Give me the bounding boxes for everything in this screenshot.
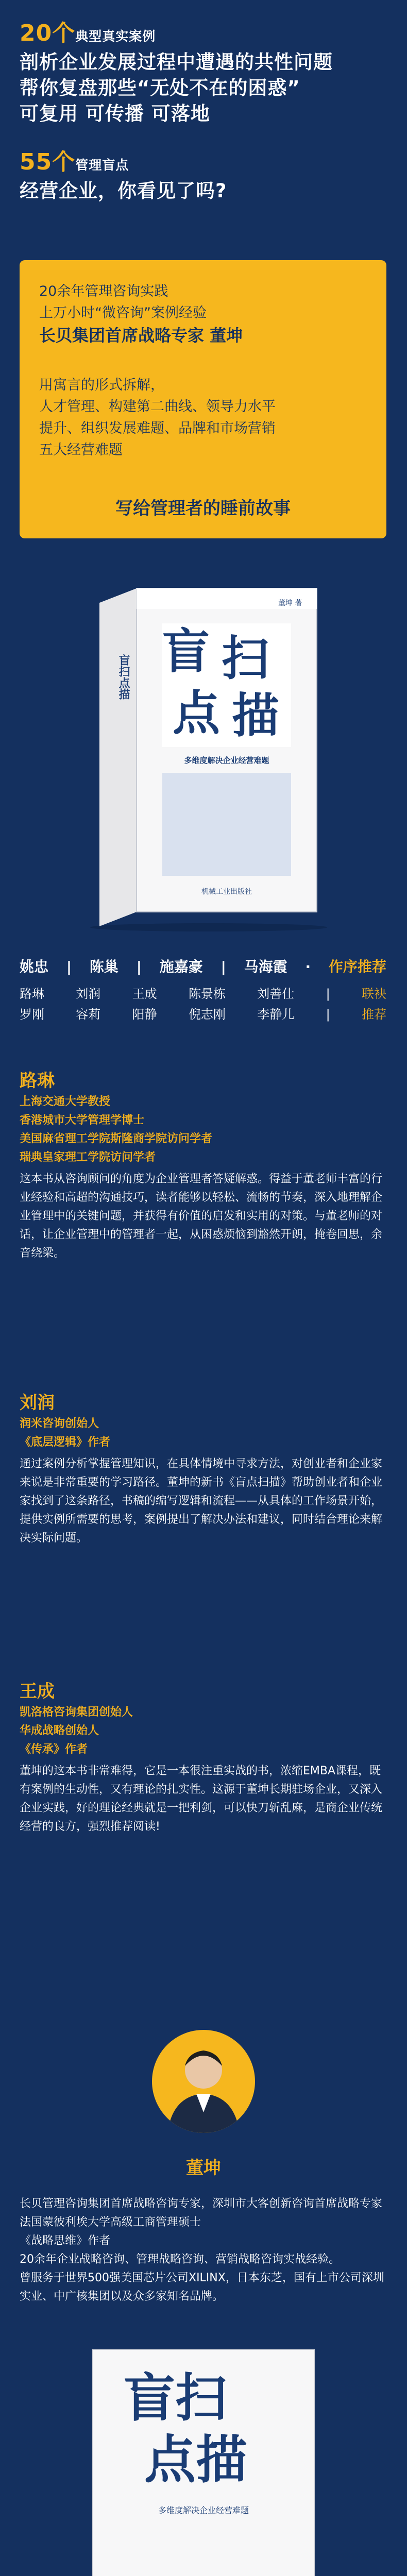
reco-name: 容莉 <box>76 1007 101 1022</box>
reviewer-title: 《底层逻辑》作者 <box>20 1436 111 1449</box>
book-author: 董坤 著 <box>278 599 302 607</box>
book-title-char-4: 描 <box>232 688 280 743</box>
hero-line-2: 剖析企业发展过程中遭遇的共性问题 <box>20 51 333 73</box>
hero-section <box>20 21 391 204</box>
reviewer-quote: 董坤的这本书非常难得，它是一本很注重实战的书，浓缩EMBA课程，既有案例的生动性，又有理论的扎实性。这源于董坤长期驻场企业，又深入企业实践，好的理论经典就是一把利剑，可以快刀斩乱麻，是商企业传统经营的良方，强烈推荐阅读! <box>20 1765 383 1833</box>
reco-row-1 <box>20 956 386 978</box>
reco-row-2 <box>20 984 386 1004</box>
reviewer-title: 瑞典皇家理工学院访问学者 <box>20 1151 156 1164</box>
reco-sep: | <box>66 958 72 975</box>
reco-name: 陈景栋 <box>188 987 226 1001</box>
hero-count-cases: 20个 <box>20 20 76 46</box>
reco-sep: | <box>326 987 330 1001</box>
avatar <box>152 2030 255 2133</box>
book-title-char-3: 点 <box>173 686 221 741</box>
reco-sep: | <box>136 958 142 975</box>
reco-name: 李静儿 <box>257 1007 295 1022</box>
reco-name: 陈巢 <box>89 958 118 975</box>
book-cover-3d <box>75 577 332 933</box>
reco-name: 姚忠 <box>20 958 49 975</box>
hero-line-3: 帮你复盘那些“无处不在的困惑” <box>20 77 300 99</box>
book-recommenders-panel <box>162 773 291 876</box>
card-line-2: 上万小时“微咨询”案例经验 <box>39 305 207 321</box>
author-bio-line: 长贝管理咨询集团首席战略咨询专家，深圳市大客创新咨询首席战略专家 <box>20 2197 383 2210</box>
book-publisher: 机械工业出版社 <box>201 888 252 896</box>
card-line-6: 提升、组织发展难题、品牌和市场营销 <box>39 420 276 436</box>
book-cover-flat <box>82 2349 325 2576</box>
reviewer-title: 华成战略创始人 <box>20 1724 99 1737</box>
card-line-7: 五大经营难题 <box>39 442 123 458</box>
author-bio-line: 曾服务于世界500强美国芯片公司XILINX，日本东芝，国有上市公司深圳实业、中广核集团以及众多家知名品牌。 <box>20 2272 384 2303</box>
reviewer-name: 刘润 <box>20 1393 55 1413</box>
reviewer-title: 润米咨询创始人 <box>20 1417 99 1430</box>
reviewer-1 <box>20 1069 386 1263</box>
reviewer-name: 路琳 <box>20 1071 55 1091</box>
reco-tag: 作序推荐 <box>328 958 386 975</box>
reco-tag: 联袂 <box>361 987 386 1001</box>
reco-name: 马海霞 <box>244 958 287 975</box>
book-spine-title: 盲扫点描 <box>117 654 130 700</box>
hero-count-blindspots: 55个 <box>20 149 76 175</box>
hero-line-6: 经营企业，你看见了吗? <box>20 180 227 202</box>
reviewer-name: 王成 <box>20 1681 55 1702</box>
reco-row-3 <box>20 1004 386 1025</box>
reviewer-quote: 这本书从咨询顾问的角度为企业管理者答疑解惑。得益于董老师丰富的行业经验和高超的沟通技巧，读者能够以轻松、流畅的节奏，深入地理解企业管理中的关键问题，并获得有价值的启发和实用的对策。与董老师的对话，让企业管理中的管理者一起，从困惑烦恼到豁然开朗，掩卷回思，余音绕梁。 <box>20 1173 383 1260</box>
book-title-char-2: 扫 <box>222 631 269 686</box>
book-subtitle: 多维度解决企业经营难题 <box>184 756 269 765</box>
author-bio <box>20 2195 386 2306</box>
card-line-3: 长贝集团首席战略专家 董坤 <box>39 326 243 345</box>
hero-cases-label: 典型真实案例 <box>75 29 156 44</box>
reco-name: 路琳 <box>20 987 44 1001</box>
reviewer-title: 上海交通大学教授 <box>20 1095 111 1108</box>
author-name: 董坤 <box>186 2158 221 2178</box>
hero-line-5 <box>20 149 391 178</box>
reco-tag: 推荐 <box>361 1007 386 1022</box>
author-bio-line: 20余年企业战略咨询、管理战略咨询、营销战略咨询实战经验。 <box>20 2253 340 2266</box>
reco-name: 施嘉豪 <box>159 958 203 975</box>
book-title-block <box>162 626 291 750</box>
reco-sep: | <box>221 958 226 975</box>
card-line-5: 人才管理、构建第二曲线、领导力水平 <box>39 399 276 415</box>
reco-name: 刘善仕 <box>257 987 295 1001</box>
book-title-row-2: 点描 <box>144 2430 247 2490</box>
reco-name: 王成 <box>132 987 157 1001</box>
card-footer: 写给管理者的睡前故事 <box>115 498 291 519</box>
hero-line-4: 可复用 可传播 可落地 <box>20 103 210 125</box>
reco-name: 刘润 <box>76 987 101 1001</box>
hero-line-1 <box>20 21 391 49</box>
reviewer-quote: 通过案例分析掌握管理知识，在具体情境中寻求方法，对创业者和企业家来说是非常重要的学习路径。董坤的新书《盲点扫描》帮助创业者和企业家找到了这条路径，书稿的编写逻辑和流程——从具体的工作场景开始，提供实例所需要的思考，案例提出了解决办法和建议，同时结合理论来解决实际问题。 <box>20 1458 383 1545</box>
reviewer-title: 美国麻省理工学院斯隆商学院访问学者 <box>20 1132 213 1145</box>
author-bio-line: 法国蒙彼利埃大学高级工商管理硕士 <box>20 2216 201 2229</box>
reviewer-title: 《传承》作者 <box>20 1743 88 1756</box>
reviewer-2 <box>20 1391 386 1548</box>
card-line-1: 20余年管理咨询实践 <box>39 283 168 299</box>
hero-blindspots-label: 管理盲点 <box>75 158 129 173</box>
reco-name: 阳静 <box>132 1007 157 1022</box>
reviewer-3 <box>20 1680 386 1836</box>
reco-sep: · <box>305 958 311 975</box>
author-bio-line: 《战略思维》作者 <box>20 2234 111 2247</box>
reviewer-title: 香港城市大学管理学博士 <box>20 1114 145 1127</box>
info-card <box>20 260 386 538</box>
reco-name: 倪志刚 <box>188 1007 226 1022</box>
recommenders-section <box>20 956 386 1025</box>
reco-name: 罗刚 <box>20 1007 44 1022</box>
book-title-row-1: 盲扫 <box>124 2368 227 2428</box>
card-line-4: 用寓言的形式拆解， <box>39 377 164 393</box>
reviewer-title: 凯洛格咨询集团创始人 <box>20 1706 133 1719</box>
author-portrait <box>152 2030 255 2133</box>
book-title-char-1: 盲 <box>162 624 210 679</box>
reco-sep: | <box>326 1007 330 1022</box>
book-subtitle: 多维度解决企业经营难题 <box>158 2505 249 2515</box>
